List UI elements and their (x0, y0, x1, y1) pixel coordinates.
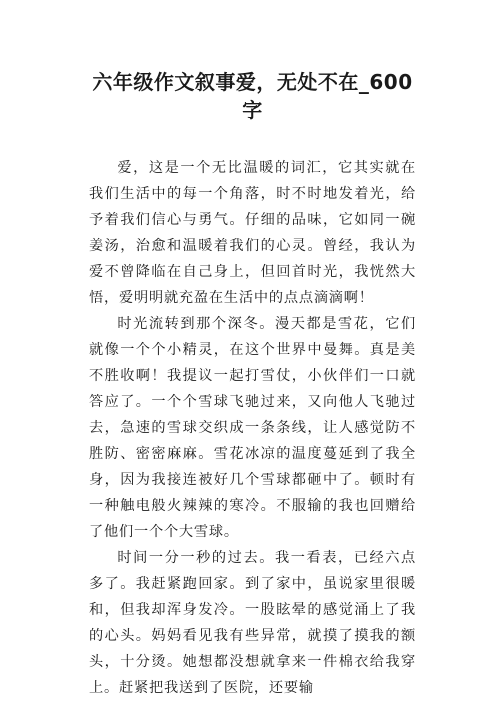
paragraph-2: 时光流转到那个深冬。漫天都是雪花，它们就像一个个小精灵，在这个世界中曼舞。真是美不胜收啊！我提议一起打雪仗，小伙伴们一口就答应了。一个个雪球飞驰过来，又向他人飞驰过去，急速的雪球交织成一条条线，让人感觉防不胜防、密密麻麻。雪花冰凉的温度蔓延到了我全身，因为我接连被好几个雪球都砸中了。顿时有一种触电般火辣辣的寒冷。不服输的我也回赠给了他们一个个大雪球。 (89, 316, 416, 540)
document-title: 六年级作文叙事爱，无处不在_600字 (92, 70, 413, 122)
paragraph-1: 爱，这是一个无比温暖的词汇，它其实就在我们生活中的每一个角落，时不时地发着光，给予着我们信心与勇气。仔细的品味，它如同一碗姜汤，治愈和温暖着我们的心灵。曾经，我认为爱不曾降临在自己身上，但回首时光，我恍然大悟，爱明明就充盈在生活中的点点滴滴啊！ (89, 160, 416, 306)
paragraph-3: 时间一分一秒的过去。我一看表，已经六点多了。我赶紧跑回家。到了家中，虽说家里很暖和，但我却浑身发冷。一股眩晕的感觉涌上了我的心头。妈妈看见我有些异常，就摸了摸我的额头，十分烫。她想都没想就拿来一件棉衣给我穿上。赶紧把我送到了医院，还要输 (89, 550, 416, 696)
article-body (89, 155, 416, 701)
